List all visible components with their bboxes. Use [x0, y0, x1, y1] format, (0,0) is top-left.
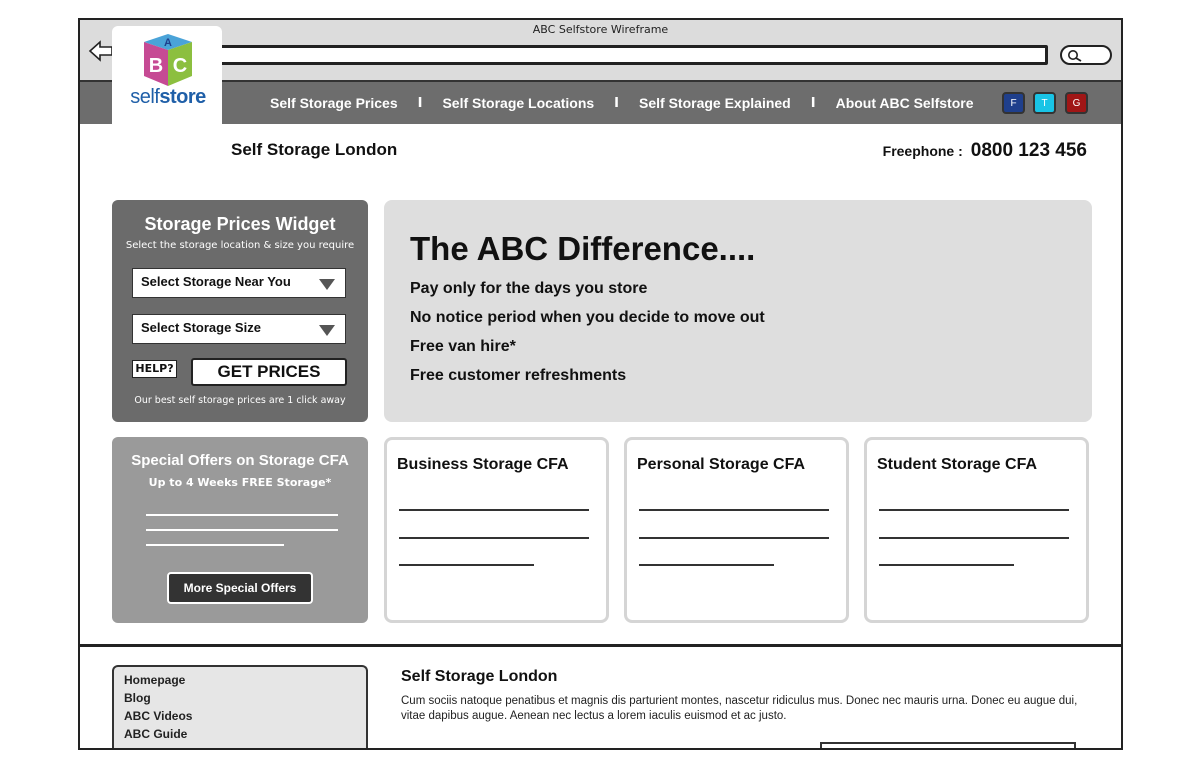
- card-title: Business Storage CFA: [397, 456, 569, 473]
- window-title: ABC Selfstore Wireframe: [532, 23, 669, 36]
- placeholder-line: [146, 529, 338, 531]
- subnav-item-homepage[interactable]: Homepage: [124, 673, 186, 687]
- card-title: Personal Storage CFA: [637, 456, 806, 473]
- footer-subnav: [112, 665, 368, 750]
- nav-separator: I: [614, 95, 620, 111]
- facebook-icon[interactable]: F: [1002, 92, 1025, 114]
- offers-subtitle: Up to 4 Weeks FREE Storage*: [148, 476, 332, 489]
- offers-title: Special Offers on Storage CFA: [131, 452, 349, 469]
- placeholder-line: [399, 564, 534, 566]
- placeholder-line: [146, 514, 338, 516]
- placeholder-line: [639, 509, 829, 511]
- nav-self-storage-prices[interactable]: Self Storage Prices: [270, 95, 398, 111]
- abc-blocks-icon: [136, 32, 200, 90]
- hero-points: [410, 280, 765, 396]
- placeholder-line: [879, 564, 1014, 566]
- twitter-icon[interactable]: T: [1033, 92, 1056, 114]
- section-divider: [80, 644, 1121, 647]
- content-title: Self Storage London: [401, 668, 558, 685]
- back-arrow-icon[interactable]: [88, 38, 114, 64]
- site-logo[interactable]: [112, 26, 222, 136]
- hero-title: The ABC Difference....: [410, 230, 756, 267]
- content-box: [820, 742, 1076, 750]
- nav-self-storage-explained[interactable]: Self Storage Explained: [639, 95, 791, 111]
- hero-point: No notice period when you decide to move out: [410, 309, 765, 326]
- hero-point: Free customer refreshments: [410, 367, 627, 384]
- storage-size-value: Select Storage Size: [141, 320, 261, 335]
- storage-size-select[interactable]: [132, 314, 346, 344]
- nav-separator: I: [810, 95, 816, 111]
- hero-point: Pay only for the days you store: [410, 280, 648, 297]
- placeholder-line: [879, 509, 1069, 511]
- subnav-item-abc-videos[interactable]: ABC Videos: [124, 709, 193, 723]
- storage-location-value: Select Storage Near You: [141, 274, 291, 289]
- freephone-label: Freephone :: [882, 143, 963, 159]
- logo-block-a: A: [164, 37, 172, 49]
- nav-separator: I: [417, 95, 423, 111]
- widget-footer-text: Our best self storage prices are 1 click away: [134, 395, 346, 406]
- chevron-down-icon: [319, 325, 335, 336]
- browser-search-field[interactable]: [1060, 45, 1112, 65]
- help-button[interactable]: HELP?: [132, 360, 177, 378]
- personal-storage-card[interactable]: [624, 437, 849, 623]
- placeholder-line: [639, 537, 829, 539]
- student-storage-card[interactable]: [864, 437, 1089, 623]
- freephone: [883, 140, 1087, 162]
- magnifier-icon: [1067, 49, 1083, 63]
- special-offers-panel: [112, 437, 368, 623]
- abc-difference-panel: [384, 200, 1092, 422]
- logo-word-store: store: [159, 86, 206, 108]
- widget-subtitle: Select the storage location & size you require: [125, 240, 355, 251]
- placeholder-line: [639, 564, 774, 566]
- site-title: Self Storage London: [231, 140, 398, 159]
- storage-prices-widget: [112, 200, 368, 422]
- freephone-number[interactable]: 0800 123 456: [970, 140, 1087, 161]
- content-text: Cum sociis natoque penatibus et magnis dis parturient montes, nascetur ridiculus mus. Donec nec mauris urna. Donec eu augue dui, vitae dapibus augue. Aenean nec lectus a lorem iaculis euismod et ac justo.: [401, 695, 1078, 722]
- placeholder-line: [399, 509, 589, 511]
- subnav-item-blog[interactable]: Blog: [124, 691, 151, 705]
- google-plus-icon[interactable]: G: [1065, 92, 1088, 114]
- nav-about-abc-selfstore[interactable]: About ABC Selfstore: [835, 95, 974, 111]
- placeholder-line: [146, 544, 284, 546]
- business-storage-card[interactable]: [384, 437, 609, 623]
- browser-chrome: [80, 20, 1121, 82]
- card-title: Student Storage CFA: [877, 456, 1038, 473]
- logo-word-self: self: [130, 86, 160, 108]
- placeholder-line: [879, 537, 1069, 539]
- nav-self-storage-locations[interactable]: Self Storage Locations: [442, 95, 595, 111]
- address-bar[interactable]: [212, 45, 1048, 65]
- get-prices-button[interactable]: GET PRICES: [191, 358, 347, 386]
- main-navigation: [270, 82, 974, 124]
- storage-location-select[interactable]: [132, 268, 346, 298]
- widget-title: Storage Prices Widget: [144, 214, 336, 234]
- site-header-band: [80, 82, 1121, 124]
- logo-wordmark: [122, 86, 214, 109]
- logo-block-b: B: [148, 55, 164, 77]
- logo-block-c: C: [172, 55, 188, 77]
- subnav-item-abc-guide[interactable]: ABC Guide: [124, 727, 188, 741]
- hero-point: Free van hire*: [410, 338, 516, 355]
- chevron-down-icon: [319, 279, 335, 290]
- placeholder-line: [399, 537, 589, 539]
- more-special-offers-button[interactable]: More Special Offers: [167, 572, 313, 604]
- browser-window: [78, 18, 1123, 750]
